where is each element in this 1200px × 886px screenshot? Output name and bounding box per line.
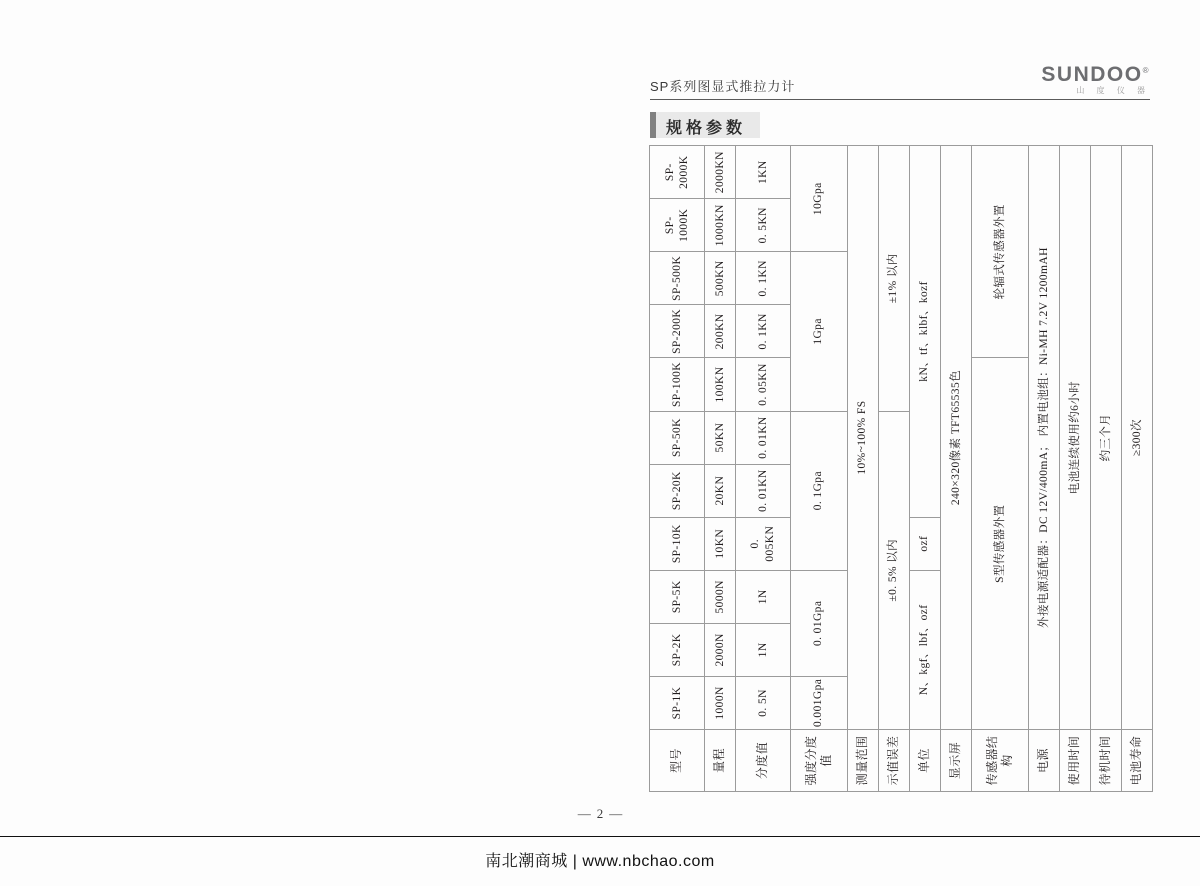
table-cell: 1KN [735, 146, 790, 199]
footer-text: 南北潮商城 | www.nbchao.com [485, 853, 715, 870]
table-cell: SP-500K [650, 252, 705, 305]
table-cell: 2000N [704, 623, 735, 676]
table-cell: 200KN [704, 305, 735, 358]
table-cell: SP-1K [650, 676, 705, 729]
table-cell: 5000N [704, 570, 735, 623]
row-label: 示值误差 [878, 730, 909, 792]
table-row [847, 146, 878, 792]
table-row [1059, 146, 1090, 792]
row-label: 使用时间 [1059, 730, 1090, 792]
table-cell: SP-5K [650, 570, 705, 623]
page-header [650, 64, 1150, 100]
table-cell: 10%~100% FS [847, 146, 878, 730]
section-title-block [650, 112, 760, 138]
row-label: 待机时间 [1090, 730, 1121, 792]
row-label: 显示屏 [940, 730, 971, 792]
table-cell: 2000KN [704, 146, 735, 199]
table-row [735, 146, 790, 792]
table-cell: 0. 5N [735, 676, 790, 729]
table-cell: 240×320像素 TFT65535色 [940, 146, 971, 730]
page-number-right-dash: — [609, 806, 623, 821]
row-label: 测量范围 [847, 730, 878, 792]
table-row [650, 146, 705, 792]
table-cell: SP-2K [650, 623, 705, 676]
table-cell: SP-10K [650, 517, 705, 570]
table-cell: SP-100K [650, 358, 705, 411]
table-cell: 0. 05KN [735, 358, 790, 411]
table-cell: 0. 1KN [735, 305, 790, 358]
table-cell: kN、tf、klbf、kozf [909, 146, 940, 518]
table-cell: SP-50K [650, 411, 705, 464]
table-cell: SP-1000K [650, 199, 705, 252]
page-footer [0, 836, 1200, 871]
header-title: SP系列图显式推拉力计 [650, 79, 796, 94]
table-row [1121, 146, 1152, 792]
row-label: 分度值 [735, 730, 790, 792]
row-label: 单位 [909, 730, 940, 792]
table-row [909, 146, 940, 792]
table-cell: S型传感器外置 [971, 358, 1028, 730]
table-row [790, 146, 847, 792]
table-cell: ±1% 以内 [878, 146, 909, 411]
table-cell: 10KN [704, 517, 735, 570]
table-cell: 1000KN [704, 199, 735, 252]
brand-subtitle: 山 度 仪 器 [1076, 86, 1150, 95]
table-cell: 1Gpa [790, 252, 847, 411]
row-label: 型号 [650, 730, 705, 792]
table-row [1028, 146, 1059, 792]
footer-divider [0, 836, 1200, 837]
spec-table [649, 145, 1153, 792]
table-cell: ozf [909, 517, 940, 570]
table-cell: 0. 5KN [735, 199, 790, 252]
table-cell: 0. 01Gpa [790, 570, 847, 676]
brand-registered-mark: ® [1142, 66, 1150, 75]
table-row [1090, 146, 1121, 792]
table-cell: SP-200K [650, 305, 705, 358]
page-number-value: 2 [596, 806, 604, 821]
table-cell: SP-2000K [650, 146, 705, 199]
row-label: 电源 [1028, 730, 1059, 792]
brand-logo [1041, 64, 1150, 95]
table-cell: 约三个月 [1090, 146, 1121, 730]
table-cell: 外接电源适配器：DC 12V/400mA； 内置电池组：Ni-MH 7.2V 1200mAH [1028, 146, 1059, 730]
row-label: 强度分度值 [790, 730, 847, 792]
table-cell: ≥300次 [1121, 146, 1152, 730]
table-cell: 20KN [704, 464, 735, 517]
spec-table-stage [649, 146, 1153, 792]
table-cell: 0.001Gpa [790, 676, 847, 729]
row-label: 量程 [704, 730, 735, 792]
table-cell: 1N [735, 570, 790, 623]
table-row [704, 146, 735, 792]
table-cell: 0. 1KN [735, 252, 790, 305]
row-label: 传感器结构 [971, 730, 1028, 792]
table-cell: 0. 01KN [735, 464, 790, 517]
table-cell: 电池连续使用约6小时 [1059, 146, 1090, 730]
table-cell: 0. 005KN [735, 517, 790, 570]
table-cell: 50KN [704, 411, 735, 464]
table-cell: 1N [735, 623, 790, 676]
table-row [971, 146, 1028, 792]
table-cell: 0. 1Gpa [790, 411, 847, 570]
table-cell: 100KN [704, 358, 735, 411]
brand-name-text: SUNDOO [1041, 63, 1143, 86]
table-row [940, 146, 971, 792]
table-cell: 10Gpa [790, 146, 847, 252]
table-cell: 轮辐式传感器外置 [971, 146, 1028, 358]
table-cell: 1000N [704, 676, 735, 729]
page-number [0, 806, 1200, 822]
page-number-left-dash: — [577, 806, 591, 821]
table-cell: N、kgf、lbf、ozf [909, 570, 940, 729]
table-cell: 0. 01KN [735, 411, 790, 464]
table-cell: ±0. 5% 以内 [878, 411, 909, 729]
header-row [650, 64, 1150, 100]
table-cell: SP-20K [650, 464, 705, 517]
section-title: 规格参数 [666, 119, 747, 137]
brand-name [1041, 64, 1150, 85]
table-cell: 500KN [704, 252, 735, 305]
row-label: 电池寿命 [1121, 730, 1152, 792]
table-row [878, 146, 909, 792]
